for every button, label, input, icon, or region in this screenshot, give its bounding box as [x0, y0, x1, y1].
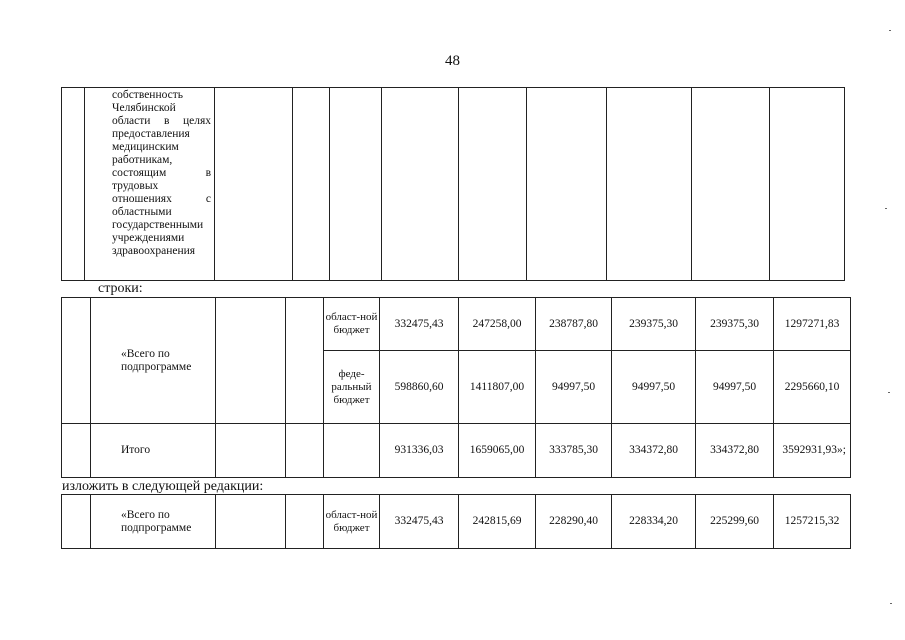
scan-speck [890, 603, 892, 604]
value-cell: 94997,50 [696, 351, 774, 424]
scan-speck [889, 30, 891, 31]
value-cell: 334372,80 [696, 424, 774, 478]
budget-source-regional: област-ной бюджет [324, 298, 380, 351]
description-line: области в целях [112, 115, 211, 127]
value-cell: 2295660,10 [774, 351, 851, 424]
description-line: работникам, [112, 154, 173, 166]
total-subprogram-label: «Всего по подпрограмме [91, 298, 216, 424]
budget-source-regional: област-ной бюджет [324, 495, 380, 549]
empty-cell [324, 424, 380, 478]
value-cell: 238787,80 [536, 298, 612, 351]
empty-cell [770, 88, 845, 281]
value-cell: 334372,80 [612, 424, 696, 478]
value-cell: 94997,50 [612, 351, 696, 424]
empty-cell [527, 88, 607, 281]
value-cell: 1659065,00 [459, 424, 536, 478]
description-cell [85, 88, 215, 281]
description-line: собственность [112, 89, 184, 101]
heading-new-version: изложить в следующей редакции: [62, 479, 264, 494]
empty-cell [286, 298, 324, 424]
empty-cell [330, 88, 382, 281]
cell-number [62, 88, 85, 281]
total-subprogram-label: «Всего по подпрограмме [91, 495, 216, 549]
description-line: предоставления [112, 128, 190, 140]
value-cell: 598860,60 [380, 351, 459, 424]
empty-cell [459, 88, 527, 281]
description-line: государственными [112, 219, 204, 231]
value-cell: 1257215,32 [774, 495, 851, 549]
empty-cell [216, 424, 286, 478]
description-line: трудовых [112, 180, 159, 192]
description-line: Челябинской [112, 102, 176, 114]
value-cell: 247258,00 [459, 298, 536, 351]
empty-cell [382, 88, 459, 281]
value-cell: 225299,60 [696, 495, 774, 549]
value-cell: 239375,30 [696, 298, 774, 351]
cell-number [62, 424, 91, 478]
value-cell: 332475,43 [380, 495, 459, 549]
value-cell: 94997,50 [536, 351, 612, 424]
scan-speck [888, 392, 890, 393]
description-line: отношениях с [112, 193, 211, 205]
value-cell: 333785,30 [536, 424, 612, 478]
value-cell: 1411807,00 [459, 351, 536, 424]
value-cell: 1297271,83 [774, 298, 851, 351]
description-line: учреждениями [112, 232, 185, 244]
cell-number [62, 298, 91, 424]
value-cell: 228334,20 [612, 495, 696, 549]
description-line: состоящим в [112, 167, 211, 179]
empty-cell [286, 424, 324, 478]
heading-stroki: строки: [98, 281, 143, 296]
empty-cell [293, 88, 330, 281]
value-cell: 242815,69 [459, 495, 536, 549]
budget-source-federal: феде-ральный бюджет [324, 351, 380, 424]
total-label: Итого [91, 424, 216, 478]
empty-cell [216, 495, 286, 549]
page-number: 48 [445, 53, 460, 69]
description-line: здравоохранения [112, 245, 196, 257]
empty-cell [216, 298, 286, 424]
empty-cell [692, 88, 770, 281]
empty-cell [286, 495, 324, 549]
scan-speck [885, 208, 887, 209]
value-cell: 228290,40 [536, 495, 612, 549]
value-cell: 239375,30 [612, 298, 696, 351]
cell-number [62, 495, 91, 549]
value-cell: 931336,03 [380, 424, 459, 478]
value-cell: 3592931,93»; [774, 424, 851, 478]
value-cell: 332475,43 [380, 298, 459, 351]
empty-cell [215, 88, 293, 281]
empty-cell [607, 88, 692, 281]
description-line: областными [112, 206, 172, 218]
table-continuation [61, 87, 845, 281]
description-line: медицинским [112, 141, 179, 153]
table-new-version [61, 494, 851, 549]
table-old-version [61, 297, 851, 478]
